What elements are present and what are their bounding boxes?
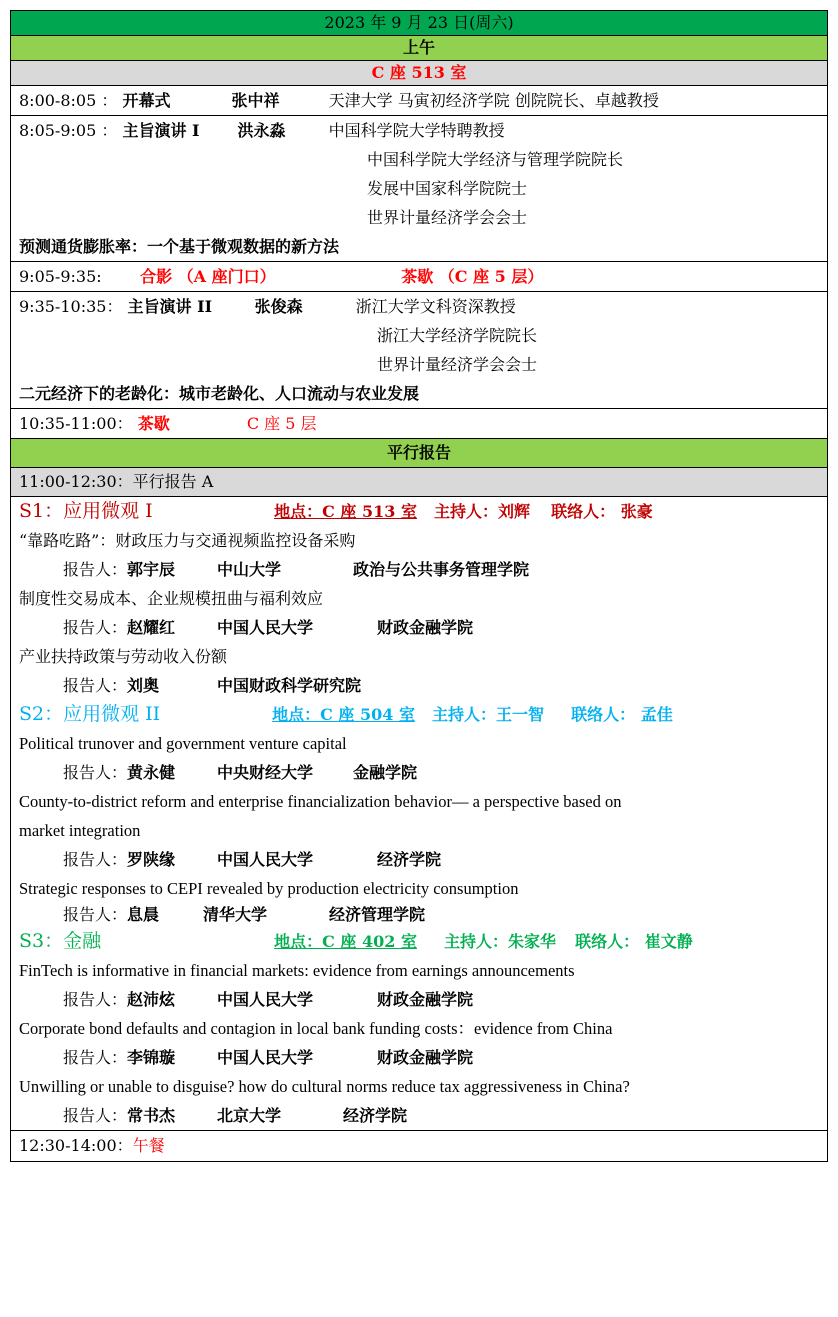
keynote1-time: 8:05-9:05 ： <box>19 121 118 140</box>
presenter-university: 中山大学 <box>217 560 282 579</box>
s3-paper-1-title: FinTech is informative in financial markets: evidence from earnings announcements <box>19 961 575 980</box>
presenter-university: 中国财政科学研究院 <box>217 676 362 695</box>
s1-paper-1-title: “靠路吃路”：财政压力与交通视频监控设备采购 <box>19 531 356 550</box>
lunch-row <box>11 1131 828 1162</box>
keynote2-title-2: 世界计量经济学会会士 <box>377 355 538 374</box>
keynote2-row <box>11 292 828 409</box>
keynote2-topic: 二元经济下的老龄化：城市老龄化、人口流动与农业发展 <box>19 384 420 403</box>
session-s1-contact: 联络人： 张豪 <box>551 502 653 521</box>
opening-row <box>11 86 828 116</box>
session-s2-venue: 地点：C 座 504 室 <box>272 705 415 724</box>
presenter-prefix: 报告人： <box>63 618 128 637</box>
lunch-label: 午餐 <box>132 1136 165 1155</box>
s2-paper-2-title-cont: market integration <box>19 821 141 840</box>
opening-affiliation: 天津大学 马寅初经济学院 创院院长、卓越教授 <box>328 91 659 110</box>
break1-tea: 茶歇 （C 座 5 层） <box>401 267 544 286</box>
keynote1-name: 洪永淼 <box>237 121 286 140</box>
presenter-name: 息晨 <box>127 905 160 924</box>
keynote1-title-3: 世界计量经济学会会士 <box>367 208 528 227</box>
keynote1-topic: 预测通货膨胀率：一个基于微观数据的新方法 <box>19 237 340 256</box>
s2-paper-1-presenter-row <box>19 758 819 787</box>
s2-paper-3-title: Strategic responses to CEPI revealed by production electricity consumption <box>19 879 519 898</box>
presenter-university: 中国人民大学 <box>217 990 314 1009</box>
session-s3-host: 主持人：朱家华 <box>444 932 557 951</box>
presenter-name: 罗陕缘 <box>127 850 176 869</box>
presenter-university: 中央财经大学 <box>217 763 314 782</box>
room-header: C 座 513 室 <box>11 61 828 86</box>
keynote2-title-1: 浙江大学经济学院院长 <box>377 326 538 345</box>
period-header: 上午 <box>11 36 828 61</box>
presenter-name: 常书杰 <box>127 1106 176 1125</box>
presenter-name: 赵沛炫 <box>127 990 176 1009</box>
keynote2-name: 张俊森 <box>254 297 303 316</box>
session-s2-title: S2：应用微观 II <box>19 703 161 725</box>
presenter-prefix: 报告人： <box>63 560 128 579</box>
presenter-department: 经济学院 <box>377 850 442 869</box>
keynote2-time: 9:35-10:35： <box>19 297 123 316</box>
s3-paper-1-presenter-row <box>19 985 819 1014</box>
session-s1-title: S1：应用微观 I <box>19 500 153 522</box>
schedule-sheet <box>10 10 828 1162</box>
keynote1-title-0: 中国科学院大学特聘教授 <box>328 121 505 140</box>
presenter-department: 政治与公共事务管理学院 <box>353 560 530 579</box>
presenter-department: 金融学院 <box>353 763 418 782</box>
opening-label: 开幕式 <box>122 91 171 110</box>
session-s3-venue: 地点：C 座 402 室 <box>274 932 417 951</box>
presenter-university: 中国人民大学 <box>217 850 314 869</box>
break1-row <box>11 262 828 292</box>
presenter-department: 财政金融学院 <box>377 1048 474 1067</box>
s3-paper-3-presenter-row <box>19 1101 819 1130</box>
session-s2-header <box>19 700 819 729</box>
presenter-name: 郭宇辰 <box>127 560 176 579</box>
presenter-name: 赵耀红 <box>127 618 176 637</box>
presenter-department: 财政金融学院 <box>377 618 474 637</box>
s3-paper-3-title: Unwilling or unable to disguise? how do cultural norms reduce tax aggressiveness in China? <box>19 1077 630 1096</box>
keynote1-title-1: 中国科学院大学经济与管理学院院长 <box>367 150 624 169</box>
session-s2-host: 主持人：王一智 <box>432 705 545 724</box>
s1-paper-3-title: 产业扶持政策与劳动收入份额 <box>19 647 228 666</box>
presenter-prefix: 报告人： <box>63 676 128 695</box>
s3-paper-2-presenter-row <box>19 1043 819 1072</box>
lunch-time: 12:30-14:00： <box>19 1136 133 1155</box>
session-s3-header <box>19 927 819 956</box>
presenter-name: 李锦璇 <box>127 1048 176 1067</box>
s1-paper-3-presenter-row <box>19 671 819 700</box>
s2-paper-2-presenter-row <box>19 845 819 874</box>
break2-time: 10:35-11:00： <box>19 414 133 433</box>
break1-photo: 合影 （A 座门口） <box>140 267 276 286</box>
keynote2-title-0: 浙江大学文科资深教授 <box>355 297 516 316</box>
date-header: 2023 年 9 月 23 日(周六) <box>11 11 828 36</box>
s2-paper-3-presenter-row <box>19 903 819 927</box>
parallel-header: 平行报告 <box>11 439 828 468</box>
opening-time: 8:00-8:05 ： <box>19 91 118 110</box>
parallel-a-header <box>11 468 828 497</box>
session-s1-host: 主持人：刘辉 <box>434 502 531 521</box>
break1-time: 9:05-9:35: <box>19 267 102 286</box>
session-s3-title: S3：金融 <box>19 930 102 952</box>
presenter-department: 经济管理学院 <box>329 905 426 924</box>
s2-paper-1-title: Political trunover and government venture capital <box>19 734 347 753</box>
s2-paper-2-title: County-to-district reform and enterprise financialization behavior— a perspective based on <box>19 792 622 811</box>
keynote2-label: 主旨演讲 II <box>127 297 213 316</box>
presenter-university: 北京大学 <box>217 1106 282 1125</box>
s1-paper-1-presenter-row <box>19 555 819 584</box>
s1-paper-2-title: 制度性交易成本、企业规模扭曲与福利效应 <box>19 589 324 608</box>
presenter-department: 财政金融学院 <box>377 990 474 1009</box>
parallel-a-label: 11:00-12:30：平行报告 A <box>19 472 214 491</box>
presenter-prefix: 报告人： <box>63 1106 128 1125</box>
presenter-prefix: 报告人： <box>63 905 128 924</box>
session-s1-header <box>19 497 819 526</box>
presenter-university: 中国人民大学 <box>217 1048 314 1067</box>
s3-paper-2-title: Corporate bond defaults and contagion in local bank funding costs：evidence from China <box>19 1019 613 1038</box>
session-s3-contact: 联络人： 崔文静 <box>575 932 693 951</box>
s1-paper-2-presenter-row <box>19 613 819 642</box>
presenter-prefix: 报告人： <box>63 850 128 869</box>
presenter-university: 中国人民大学 <box>217 618 314 637</box>
presenter-name: 刘奥 <box>127 676 160 695</box>
keynote1-title-2: 发展中国家科学院院士 <box>367 179 528 198</box>
break2-place: C 座 5 层 <box>246 414 317 433</box>
break2-row <box>11 409 828 439</box>
presenter-prefix: 报告人： <box>63 990 128 1009</box>
presenter-name: 黄永健 <box>127 763 176 782</box>
opening-name: 张中祥 <box>231 91 280 110</box>
presenter-prefix: 报告人： <box>63 1048 128 1067</box>
keynote1-label: 主旨演讲 I <box>122 121 200 140</box>
session-s1-venue: 地点：C 座 513 室 <box>274 502 417 521</box>
session-s2-contact: 联络人： 孟佳 <box>571 705 673 724</box>
schedule-table <box>10 10 828 1162</box>
presenter-university: 清华大学 <box>203 905 268 924</box>
presenter-prefix: 报告人： <box>63 763 128 782</box>
sessions-cell <box>11 497 828 1131</box>
keynote1-row <box>11 116 828 262</box>
break2-tea: 茶歇 <box>137 414 170 433</box>
presenter-department: 经济学院 <box>343 1106 408 1125</box>
